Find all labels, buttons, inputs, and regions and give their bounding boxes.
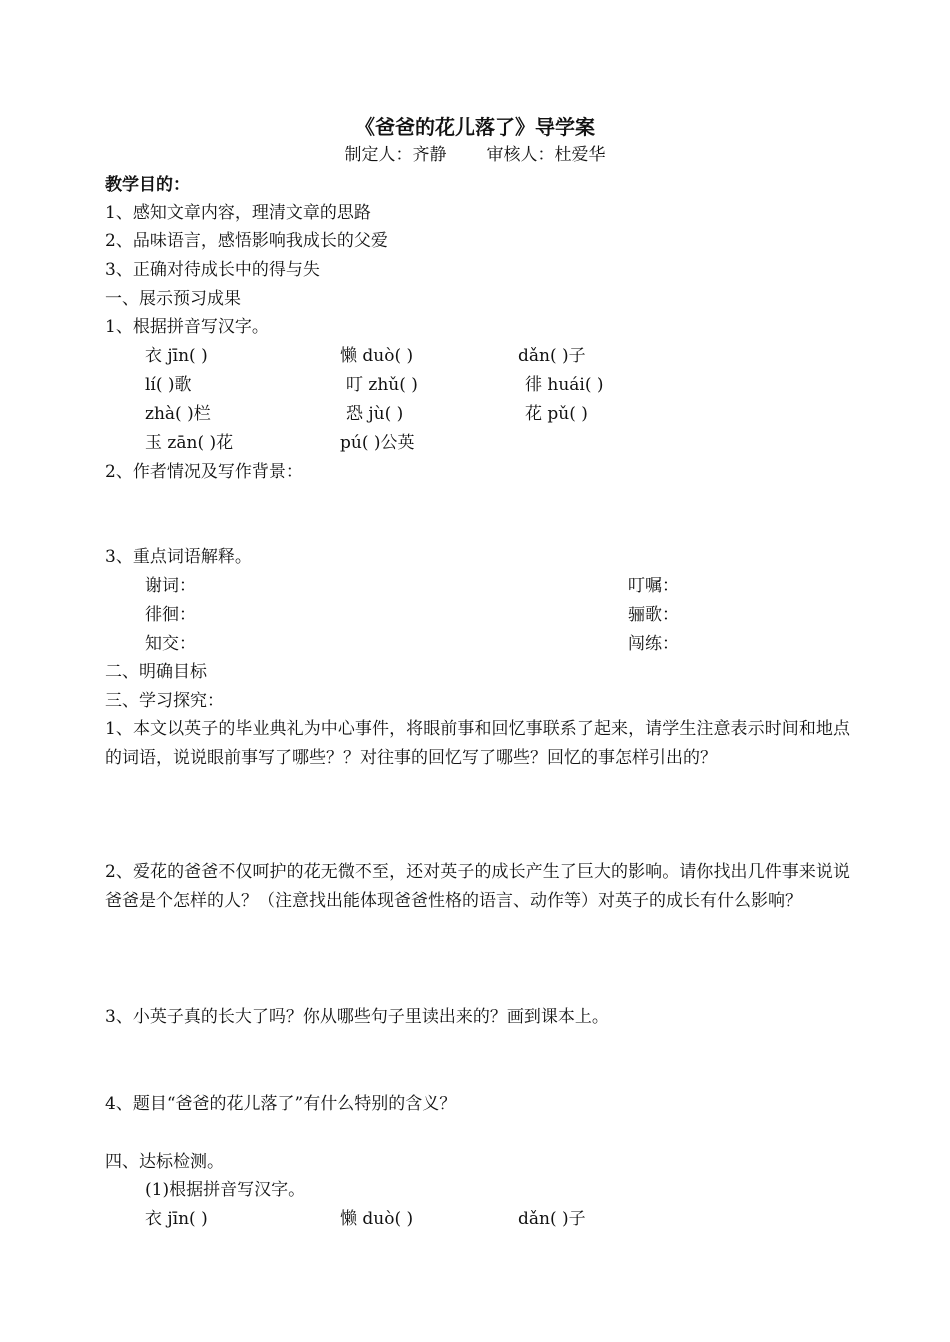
pinyin-cell: dǎn( )子 <box>518 1209 586 1229</box>
vocab-term: 骊歌： <box>628 605 679 625</box>
pinyin-cell: 徘 huái( ) <box>525 375 604 395</box>
vocab-term: 知交： <box>145 634 196 654</box>
pinyin-cell: lí( )歌 <box>145 375 192 395</box>
vocab-term: 徘徊： <box>145 605 196 625</box>
section3-heading: 三、学习探究： <box>105 691 224 711</box>
objective-item-3: 3、正确对待成长中的得与失 <box>105 260 320 280</box>
question-1: 1、本文以英子的毕业典礼为中心事件，将眼前事和回忆事联系了起来，请学生注意表示时间和地点的词语，说说眼前事写了哪些？？对往事的回忆写了哪些？回忆的事怎样引出的？ <box>105 719 850 768</box>
objective-item-2: 2、品味语言，感悟影响我成长的父爱 <box>105 231 388 251</box>
vocab-term: 闯练： <box>628 634 679 654</box>
objectives-heading: 教学目的： <box>105 175 190 195</box>
question-4: 4、题目“爸爸的花儿落了”有什么特别的含义？ <box>105 1094 457 1114</box>
pinyin-cell: 叮 zhǔ( ) <box>346 375 418 395</box>
section1-q1: 1、根据拼音写汉字。 <box>105 317 269 337</box>
author-label: 制定人：齐静 <box>344 145 447 165</box>
pinyin-cell: dǎn( )子 <box>518 346 586 366</box>
pinyin-cell: zhà( )栏 <box>145 404 211 424</box>
pinyin-cell: 衣 jīn( ) <box>145 346 208 366</box>
vocab-term: 谢词： <box>145 576 196 596</box>
page-title: 《爸爸的花儿落了》导学案 <box>355 115 595 139</box>
pinyin-cell: 玉 zān( )花 <box>145 433 234 453</box>
section1-heading: 一、展示预习成果 <box>105 289 241 309</box>
section4-heading: 四、达标检测。 <box>105 1152 224 1172</box>
question-3: 3、小英子真的长大了吗？你从哪些句子里读出来的？画到课本上。 <box>105 1007 609 1027</box>
pinyin-cell: 懒 duò( ) <box>340 1209 414 1229</box>
section1-q2: 2、作者情况及写作背景： <box>105 462 303 482</box>
pinyin-cell: 花 pǔ( ) <box>525 404 588 424</box>
author-line <box>0 145 950 165</box>
vocab-term: 叮嘱： <box>628 576 679 596</box>
objective-item-1: 1、感知文章内容，理清文章的思路 <box>105 203 371 223</box>
pinyin-cell: 懒 duò( ) <box>340 346 414 366</box>
section2-heading: 二、明确目标 <box>105 662 207 682</box>
pinyin-cell: 恐 jù( ) <box>346 404 404 424</box>
question-2: 2、爱花的爸爸不仅呵护的花无微不至，还对英子的成长产生了巨大的影响。请你找出几件事来说说爸爸是个怎样的人？（注意找出能体现爸爸性格的语言、动作等）对英子的成长有什么影响？ <box>105 862 850 911</box>
reviewer-label: 审核人：杜爱华 <box>486 145 606 165</box>
pinyin-cell: 衣 jīn( ) <box>145 1209 208 1229</box>
section4-sub1: (1)根据拼音写汉字。 <box>145 1180 306 1200</box>
section1-q3: 3、重点词语解释。 <box>105 547 252 567</box>
pinyin-cell: pú( )公英 <box>340 433 415 453</box>
